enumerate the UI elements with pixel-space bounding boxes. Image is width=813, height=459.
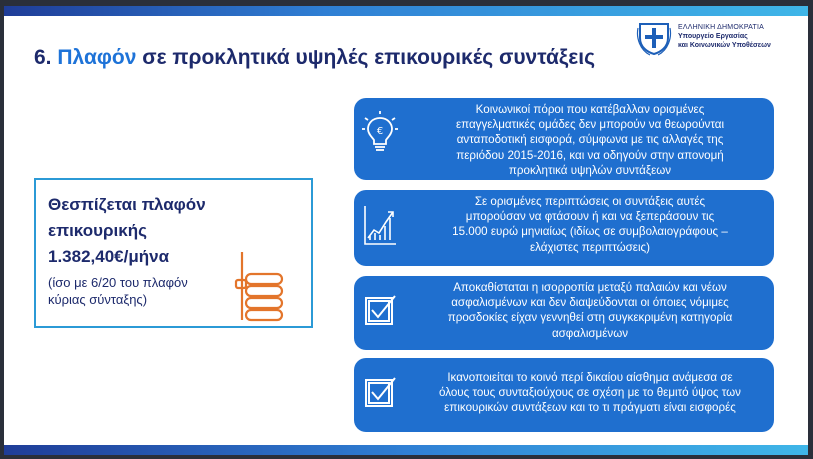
card-2-line: Σε ορισμένες περιπτώσεις οι συντάξεις αυτές bbox=[474, 195, 706, 208]
top-gradient-bar bbox=[4, 6, 808, 16]
card-4-line: Ικανοποιείται το κοινό περί δικαίου αίσθημα ανάμεσα σε bbox=[447, 371, 733, 384]
slide-title bbox=[34, 46, 595, 70]
growth-chart-icon bbox=[362, 202, 398, 248]
ministry-logo bbox=[636, 20, 806, 60]
ceiling-amount: 1.382,40€/μήνα bbox=[48, 247, 170, 266]
svg-text:€: € bbox=[376, 126, 384, 137]
capped-coins-icon bbox=[232, 246, 292, 324]
lightbulb-icon bbox=[362, 110, 398, 156]
ceiling-line-2: επικουρικής bbox=[48, 221, 147, 240]
title-rest: σε προκλητικά υψηλές επικουρικές συντάξεις bbox=[142, 46, 596, 69]
card-2-line: μπορούσαν να φτάσουν ή και να ξεπεράσουν τις bbox=[465, 210, 715, 224]
checkbox-icon bbox=[362, 370, 398, 416]
title-accent-word: Πλαφόν bbox=[57, 46, 137, 69]
info-card-balance bbox=[354, 276, 774, 350]
ceiling-note-line-1: (ίσο με 6/20 του πλαφόν bbox=[48, 275, 188, 290]
info-card-high-pensions bbox=[354, 190, 774, 266]
card-3-line: προσδοκίες είχαν γεννηθεί στη συγκεκριμένη κατηγορία bbox=[447, 311, 733, 325]
ministry-line-3: και Κοινωνικών Υποθέσεων bbox=[678, 42, 771, 49]
title-number: 6. bbox=[34, 46, 52, 69]
ceiling-heading bbox=[48, 192, 206, 270]
card-text-2 bbox=[412, 194, 768, 255]
card-3-line: ασφαλισμένων και δεν διαψεύδονται οι όποιες νόμιμες bbox=[451, 296, 729, 310]
ceiling-info-box bbox=[34, 178, 313, 328]
card-2-line: ελάχιστες περιπτώσεις) bbox=[529, 240, 651, 254]
presentation-slide bbox=[4, 6, 808, 455]
info-card-fairness bbox=[354, 358, 774, 432]
ceiling-note-line-2: κύριας σύνταξης) bbox=[48, 292, 148, 307]
card-text-1 bbox=[412, 102, 768, 178]
card-1-line: περιόδου 2015-2016, και να οδηγούν στην απονομή bbox=[456, 148, 724, 162]
card-1-line: επαγγελματικές ομάδες δεν μπορούν να θεωρούνται bbox=[455, 118, 725, 132]
greek-emblem-icon bbox=[636, 20, 672, 56]
card-2-line: 15.000 ευρώ μηνιαίως (ιδίως σε συμβολαιογράφους – bbox=[452, 225, 728, 239]
ministry-line-2: Υπουργείο Εργασίας bbox=[678, 33, 748, 40]
checkbox-icon bbox=[362, 288, 398, 334]
card-3-line: ασφαλισμένων bbox=[551, 326, 629, 340]
card-1-line: ανταποδοτική εισφορά, σύμφωνα με τις αλλαγές της bbox=[456, 133, 724, 147]
card-4-line: επικουρικών συντάξεων και το τι πράγματι είναι εισφορές bbox=[444, 401, 736, 415]
ministry-line-1: ΕΛΛΗΝΙΚΗ ΔΗΜΟΚΡΑΤΙΑ bbox=[678, 24, 765, 31]
card-3-line: Αποκαθίσταται η ισορροπία μεταξύ παλαιών και νέων bbox=[453, 281, 727, 294]
card-text-4 bbox=[412, 370, 768, 416]
card-1-line: Κοινωνικοί πόροι που κατέβαλλαν ορισμένες bbox=[475, 103, 705, 116]
card-text-3 bbox=[412, 280, 768, 341]
card-4-line: όλους τους συνταξιούχους σε σχέση με το θεμιτό ύψος των bbox=[439, 386, 741, 400]
ceiling-note bbox=[48, 274, 188, 308]
bottom-gradient-bar bbox=[4, 445, 808, 455]
info-card-social-resources bbox=[354, 98, 774, 180]
card-1-line: προκλητικά υψηλών συντάξεων bbox=[508, 163, 672, 177]
ceiling-line-1: Θεσπίζεται πλαφόν bbox=[48, 195, 206, 214]
